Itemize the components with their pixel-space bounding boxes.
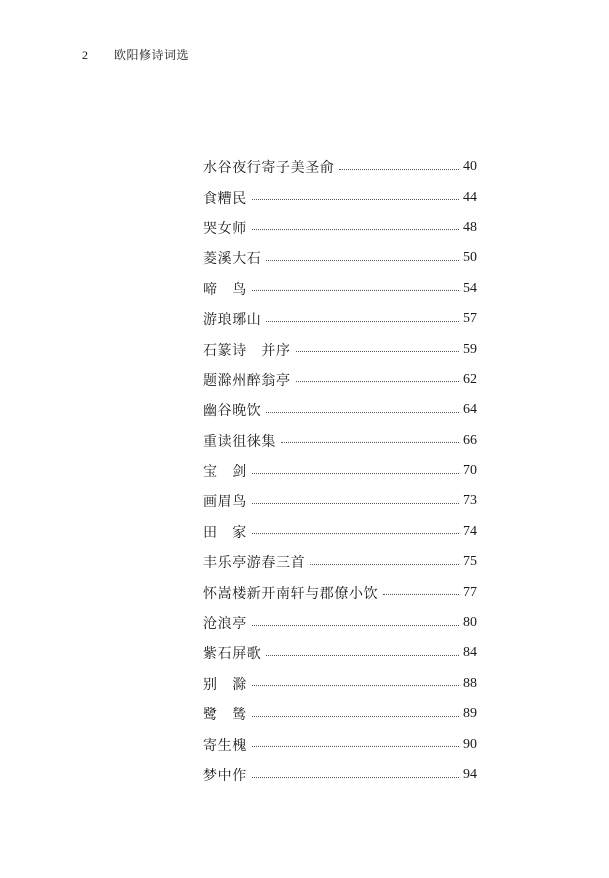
toc-entry[interactable]: [203, 486, 477, 516]
toc-entry-page: 75: [463, 554, 477, 570]
toc-entry-page: 84: [463, 645, 477, 661]
toc-entry-page: 94: [463, 767, 477, 782]
dot-leader: [296, 381, 459, 382]
toc-entry-page: 54: [463, 280, 477, 296]
toc-entry-title: 宝 剑: [203, 464, 247, 481]
toc-entry-title: 丰乐亭游春三首: [203, 555, 306, 572]
toc-entry-page: 88: [463, 675, 477, 691]
toc-entry-title: 啼 鸟: [203, 281, 247, 298]
toc-entry-page: 59: [463, 341, 477, 357]
toc-entry[interactable]: [203, 304, 477, 334]
toc-entry-page: 77: [463, 584, 477, 600]
toc-entry-title: 寄生槐: [203, 737, 247, 754]
toc-entry-title: 水谷夜行寄子美圣俞: [203, 160, 335, 177]
toc-entry-page: 44: [463, 189, 477, 205]
dot-leader: [266, 321, 459, 322]
dot-leader: [252, 199, 459, 200]
book-title: 欧阳修诗词选: [114, 48, 190, 62]
toc-entry-page: 73: [463, 493, 477, 509]
toc-entry-page: 66: [463, 432, 477, 448]
toc-entry-page: 80: [463, 615, 477, 631]
dot-leader: [252, 746, 459, 747]
dot-leader: [310, 564, 459, 565]
dot-leader: [296, 351, 459, 352]
toc-entry-page: 40: [463, 159, 477, 175]
toc-entry[interactable]: [203, 729, 477, 759]
toc-entry[interactable]: [203, 182, 477, 212]
toc-entry-page: 57: [463, 311, 477, 327]
toc-entry-title: 石篆诗 并序: [203, 342, 291, 359]
toc-entry-title: 重读徂徕集: [203, 433, 276, 450]
toc-entry[interactable]: [203, 547, 477, 577]
toc-entry[interactable]: [203, 456, 477, 486]
table-of-contents: [203, 152, 477, 790]
toc-entry[interactable]: [203, 243, 477, 273]
toc-entry[interactable]: [203, 699, 477, 729]
page-number: 2: [82, 48, 88, 62]
toc-entry[interactable]: [203, 152, 477, 182]
dot-leader: [252, 473, 459, 474]
dot-leader: [252, 685, 459, 686]
toc-entry-title: 怀嵩楼新开南轩与郡僚小饮: [203, 585, 379, 602]
toc-entry-title: 鹭 鸶: [203, 707, 247, 724]
toc-entry[interactable]: [203, 365, 477, 395]
dot-leader: [252, 503, 459, 504]
toc-entry-title: 梦中作: [203, 768, 247, 784]
dot-leader: [383, 594, 459, 595]
dot-leader: [266, 260, 459, 261]
toc-entry[interactable]: [203, 608, 477, 638]
toc-entry-title: 田 家: [203, 524, 247, 541]
toc-entry-title: 别 滁: [203, 676, 247, 693]
toc-entry-page: 64: [463, 402, 477, 418]
toc-entry[interactable]: [203, 426, 477, 456]
toc-entry-page: 48: [463, 219, 477, 235]
toc-entry-title: 画眉鸟: [203, 494, 247, 511]
dot-leader: [252, 229, 459, 230]
dot-leader: [252, 716, 459, 717]
toc-entry[interactable]: [203, 213, 477, 243]
dot-leader: [252, 777, 459, 778]
toc-entry[interactable]: [203, 669, 477, 699]
dot-leader: [266, 655, 459, 656]
toc-entry[interactable]: [203, 760, 477, 790]
toc-entry[interactable]: [203, 638, 477, 668]
toc-entry-page: 70: [463, 463, 477, 479]
toc-entry-page: 50: [463, 250, 477, 266]
toc-entry-page: 74: [463, 523, 477, 539]
toc-entry[interactable]: [203, 334, 477, 364]
toc-entry-title: 题滁州醉翁亭: [203, 372, 291, 389]
dot-leader: [281, 442, 459, 443]
toc-entry[interactable]: [203, 517, 477, 547]
toc-entry-title: 游琅琊山: [203, 312, 262, 329]
toc-entry-title: 食糟民: [203, 190, 247, 207]
toc-entry-title: 沧浪亭: [203, 616, 247, 633]
dot-leader: [339, 169, 459, 170]
dot-leader: [252, 533, 459, 534]
toc-entry-page: 90: [463, 736, 477, 752]
toc-entry-page: 62: [463, 371, 477, 387]
toc-entry-title: 哭女师: [203, 220, 247, 237]
toc-entry-title: 幽谷晚饮: [203, 403, 262, 420]
toc-entry-title: 菱溪大石: [203, 251, 262, 268]
dot-leader: [252, 625, 459, 626]
toc-entry-title: 紫石屏歌: [203, 646, 262, 663]
dot-leader: [252, 290, 459, 291]
toc-entry[interactable]: [203, 577, 477, 607]
toc-entry[interactable]: [203, 274, 477, 304]
toc-entry-page: 89: [463, 706, 477, 722]
dot-leader: [266, 412, 459, 413]
running-header: [82, 46, 189, 63]
toc-entry[interactable]: [203, 395, 477, 425]
